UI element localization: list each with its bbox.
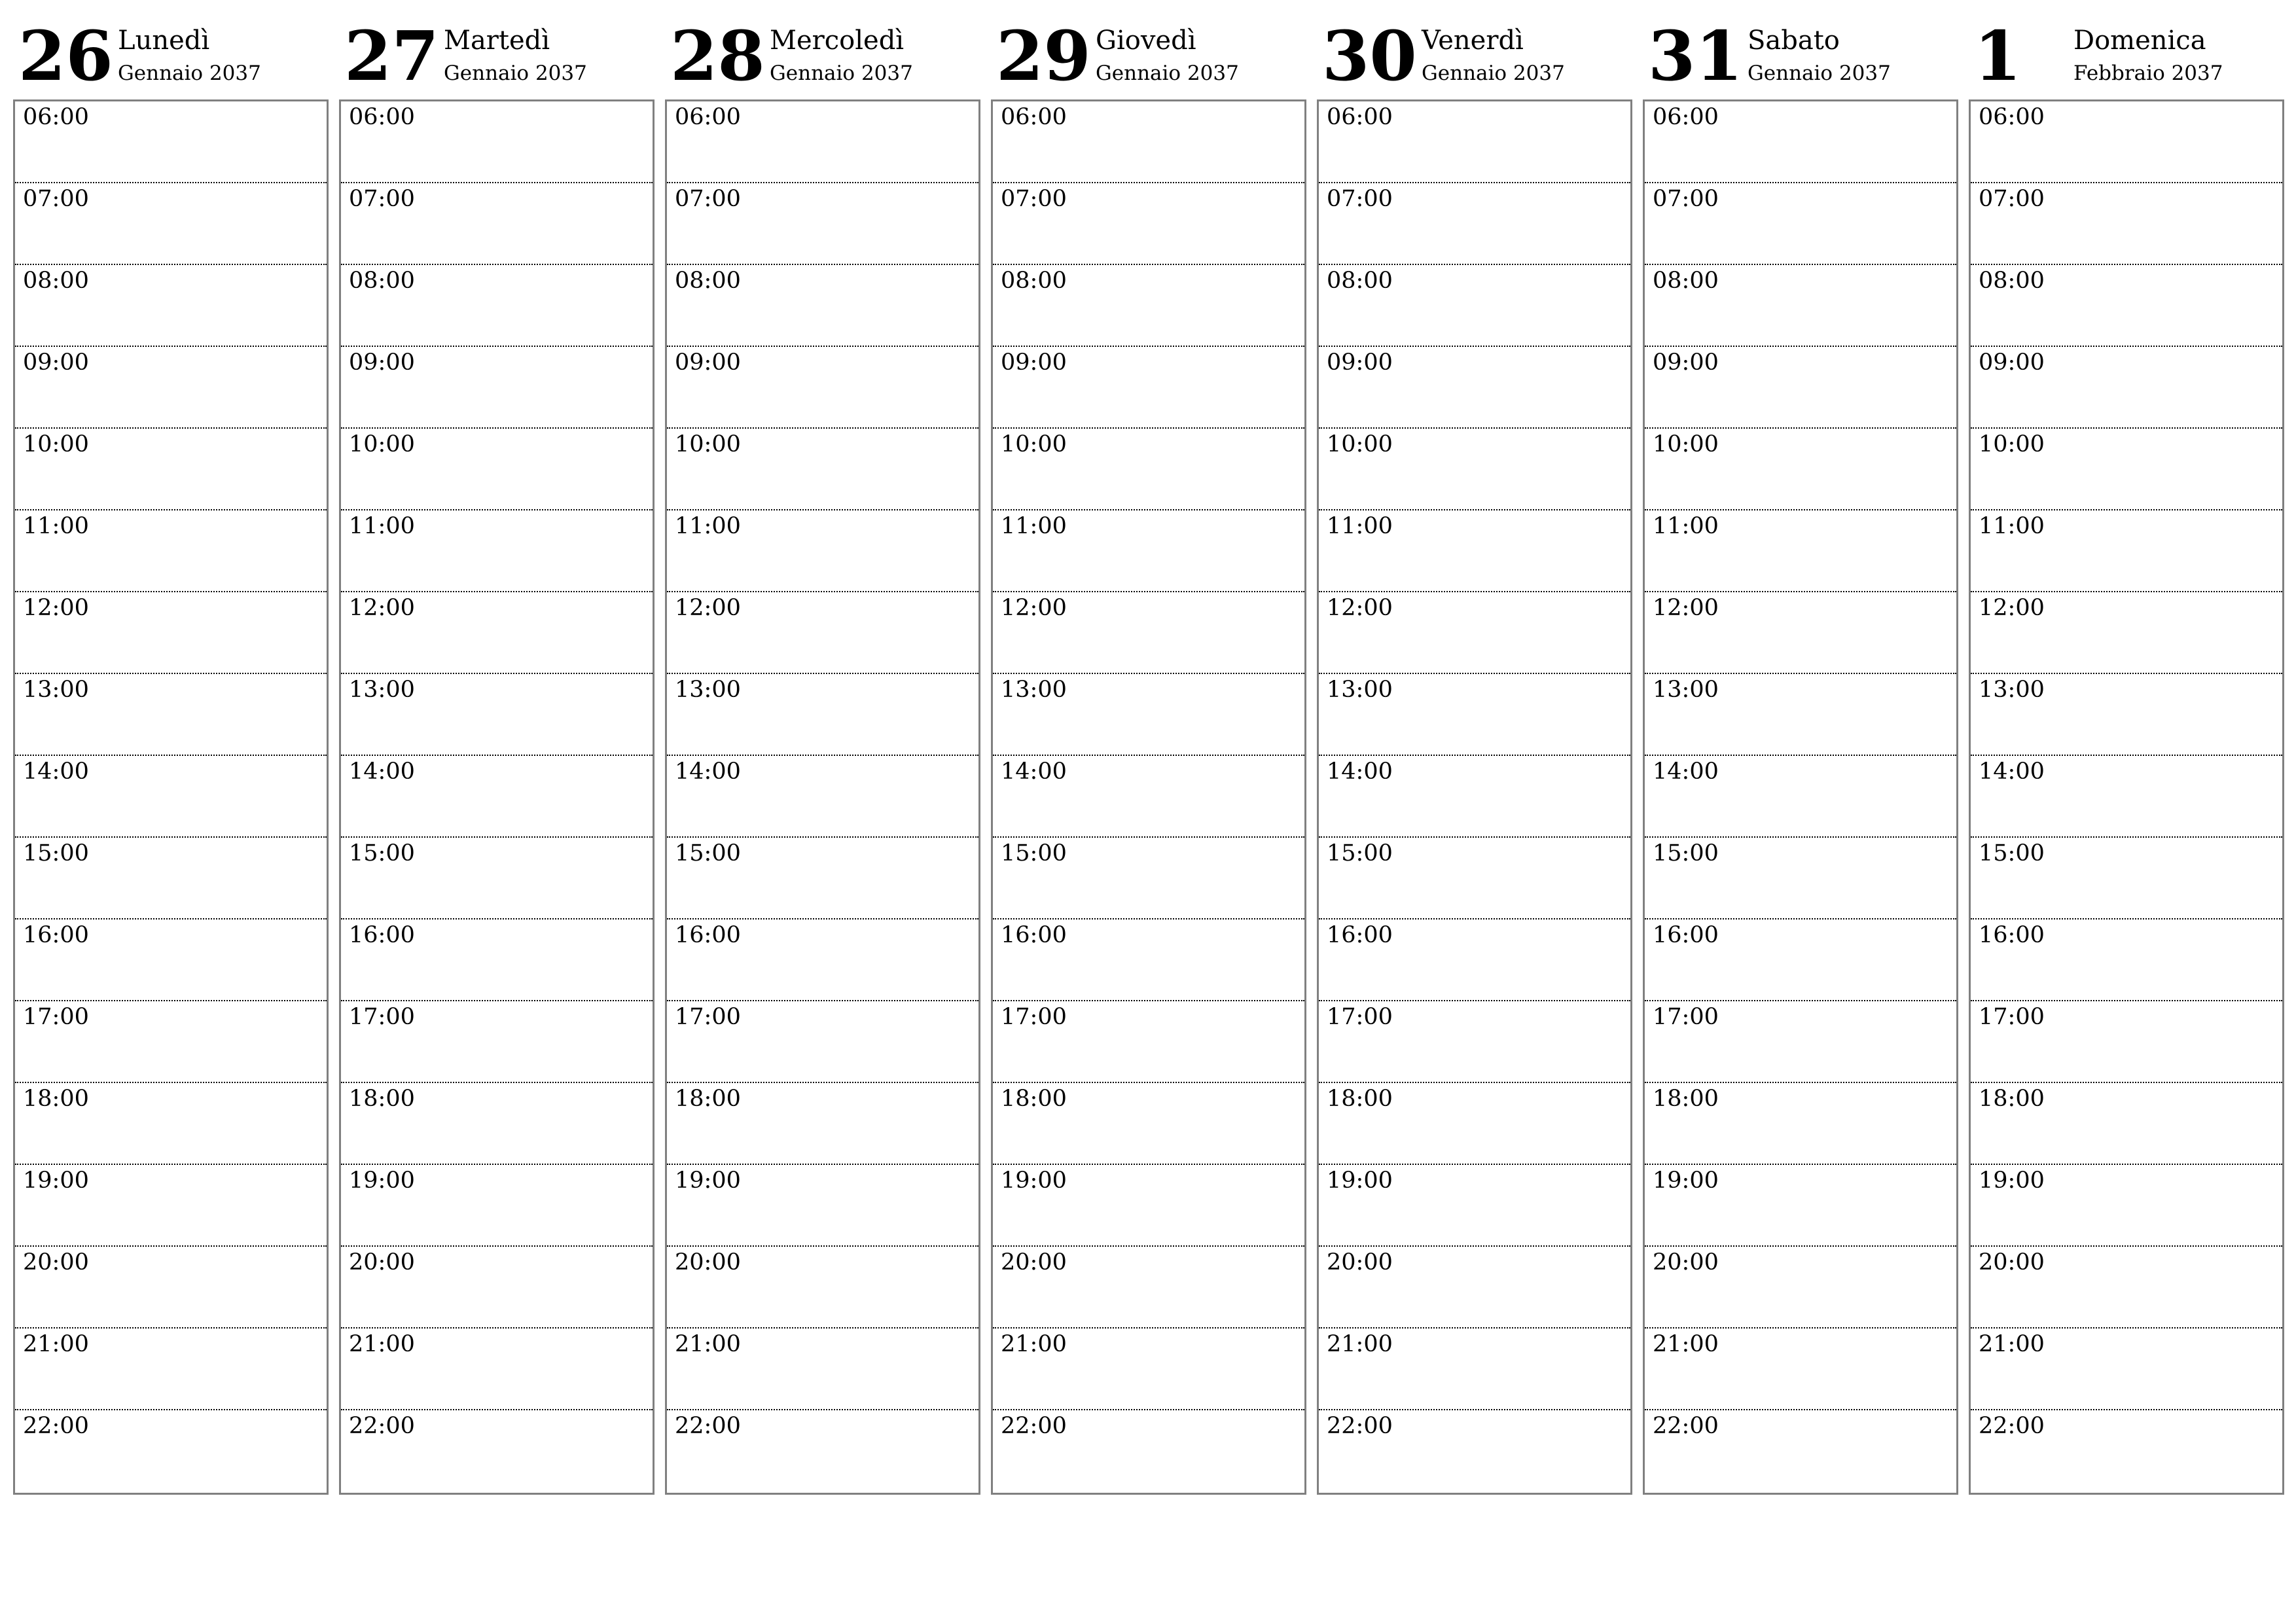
hour-label: 13:00 bbox=[23, 677, 89, 703]
hour-label: 20:00 bbox=[675, 1249, 741, 1275]
hour-label: 07:00 bbox=[1979, 186, 2045, 212]
hour-slot[interactable] bbox=[15, 674, 327, 756]
month-year-label: Gennaio 2037 bbox=[118, 62, 261, 85]
day-header bbox=[991, 16, 1305, 98]
hour-slot[interactable] bbox=[993, 1247, 1304, 1329]
hour-slot[interactable] bbox=[993, 1329, 1304, 1410]
hour-slot[interactable] bbox=[1319, 1001, 1630, 1083]
hour-label: 06:00 bbox=[675, 104, 741, 130]
hour-slot[interactable] bbox=[1971, 1329, 2282, 1410]
hour-slot[interactable] bbox=[667, 510, 978, 592]
hour-slot[interactable] bbox=[1971, 592, 2282, 674]
hour-grid bbox=[339, 99, 655, 1495]
hour-slot[interactable] bbox=[667, 1001, 978, 1083]
day-number: 1 bbox=[1974, 16, 2022, 96]
month-year-label: Febbraio 2037 bbox=[2073, 62, 2223, 85]
hour-slot[interactable] bbox=[1319, 1410, 1630, 1492]
hour-label: 19:00 bbox=[675, 1168, 741, 1194]
hour-slot[interactable] bbox=[15, 1329, 327, 1410]
hour-label: 16:00 bbox=[675, 922, 741, 948]
hour-label: 18:00 bbox=[1327, 1086, 1393, 1112]
hour-slot[interactable] bbox=[1319, 756, 1630, 838]
hour-slot[interactable] bbox=[1971, 510, 2282, 592]
day-number: 26 bbox=[18, 16, 113, 96]
hour-label: 19:00 bbox=[1327, 1168, 1393, 1194]
hour-slot[interactable] bbox=[1319, 510, 1630, 592]
hour-label: 17:00 bbox=[1653, 1004, 1719, 1030]
hour-label: 10:00 bbox=[1001, 431, 1067, 457]
hour-label: 12:00 bbox=[1653, 595, 1719, 621]
hour-grid bbox=[1317, 99, 1632, 1495]
hour-slot[interactable] bbox=[15, 429, 327, 510]
hour-label: 18:00 bbox=[675, 1086, 741, 1112]
hour-label: 20:00 bbox=[1001, 1249, 1067, 1275]
hour-label: 08:00 bbox=[349, 268, 415, 294]
hour-slot[interactable] bbox=[993, 429, 1304, 510]
hour-slot[interactable] bbox=[667, 674, 978, 756]
hour-slot[interactable] bbox=[15, 265, 327, 347]
hour-slot[interactable] bbox=[1319, 101, 1630, 183]
hour-slot[interactable] bbox=[1645, 183, 1956, 265]
hour-label: 10:00 bbox=[1653, 431, 1719, 457]
weekday-label: Martedì bbox=[444, 26, 550, 56]
day-header bbox=[13, 16, 327, 98]
hour-slot[interactable] bbox=[1971, 1247, 2282, 1329]
hour-label: 14:00 bbox=[23, 758, 89, 785]
hour-slot[interactable] bbox=[993, 101, 1304, 183]
hour-slot[interactable] bbox=[1645, 1247, 1956, 1329]
hour-label: 15:00 bbox=[1653, 840, 1719, 866]
hour-slot[interactable] bbox=[667, 1410, 978, 1492]
hour-slot[interactable] bbox=[15, 919, 327, 1001]
hour-label: 11:00 bbox=[1327, 513, 1393, 539]
hour-slot[interactable] bbox=[1971, 919, 2282, 1001]
hour-label: 08:00 bbox=[675, 268, 741, 294]
hour-label: 18:00 bbox=[1653, 1086, 1719, 1112]
weekday-label: Venerdì bbox=[1422, 26, 1524, 56]
hour-label: 21:00 bbox=[1327, 1331, 1393, 1357]
hour-slot[interactable] bbox=[1645, 1410, 1956, 1492]
hour-label: 10:00 bbox=[675, 431, 741, 457]
hour-label: 11:00 bbox=[23, 513, 89, 539]
hour-label: 19:00 bbox=[1653, 1168, 1719, 1194]
hour-slot[interactable] bbox=[1319, 347, 1630, 429]
hour-slot[interactable] bbox=[15, 1001, 327, 1083]
hour-label: 07:00 bbox=[1001, 186, 1067, 212]
hour-label: 14:00 bbox=[1327, 758, 1393, 785]
hour-label: 15:00 bbox=[1979, 840, 2045, 866]
day-number: 29 bbox=[996, 16, 1091, 96]
hour-slot[interactable] bbox=[1971, 1083, 2282, 1165]
hour-slot[interactable] bbox=[993, 183, 1304, 265]
hour-slot[interactable] bbox=[667, 265, 978, 347]
hour-label: 10:00 bbox=[1979, 431, 2045, 457]
hour-label: 18:00 bbox=[23, 1086, 89, 1112]
month-year-label: Gennaio 2037 bbox=[1096, 62, 1239, 85]
hour-label: 12:00 bbox=[675, 595, 741, 621]
hour-slot[interactable] bbox=[993, 347, 1304, 429]
hour-label: 07:00 bbox=[1327, 186, 1393, 212]
hour-label: 09:00 bbox=[349, 349, 415, 376]
hour-label: 12:00 bbox=[23, 595, 89, 621]
hour-slot[interactable] bbox=[1319, 592, 1630, 674]
day-column bbox=[1317, 16, 1631, 1499]
hour-slot[interactable] bbox=[15, 101, 327, 183]
hour-label: 06:00 bbox=[1979, 104, 2045, 130]
hour-label: 08:00 bbox=[1327, 268, 1393, 294]
hour-label: 09:00 bbox=[1001, 349, 1067, 376]
hour-label: 13:00 bbox=[349, 677, 415, 703]
hour-slot[interactable] bbox=[341, 592, 653, 674]
hour-slot[interactable] bbox=[341, 919, 653, 1001]
hour-slot[interactable] bbox=[993, 592, 1304, 674]
hour-slot[interactable] bbox=[1645, 1165, 1956, 1247]
hour-slot[interactable] bbox=[15, 592, 327, 674]
hour-slot[interactable] bbox=[1971, 1001, 2282, 1083]
hour-grid bbox=[1643, 99, 1958, 1495]
hour-label: 16:00 bbox=[1327, 922, 1393, 948]
hour-slot[interactable] bbox=[1971, 674, 2282, 756]
hour-label: 06:00 bbox=[1653, 104, 1719, 130]
hour-label: 10:00 bbox=[23, 431, 89, 457]
hour-slot[interactable] bbox=[1645, 265, 1956, 347]
hour-slot[interactable] bbox=[993, 756, 1304, 838]
hour-grid bbox=[665, 99, 980, 1495]
hour-slot[interactable] bbox=[667, 592, 978, 674]
hour-grid bbox=[991, 99, 1306, 1495]
hour-slot[interactable] bbox=[341, 429, 653, 510]
hour-slot[interactable] bbox=[993, 1001, 1304, 1083]
hour-slot[interactable] bbox=[341, 183, 653, 265]
month-year-label: Gennaio 2037 bbox=[770, 62, 913, 85]
hour-slot[interactable] bbox=[993, 510, 1304, 592]
hour-label: 07:00 bbox=[349, 186, 415, 212]
hour-slot[interactable] bbox=[667, 919, 978, 1001]
hour-slot[interactable] bbox=[15, 838, 327, 919]
hour-label: 09:00 bbox=[23, 349, 89, 376]
hour-slot[interactable] bbox=[667, 1247, 978, 1329]
hour-slot[interactable] bbox=[341, 1001, 653, 1083]
hour-slot[interactable] bbox=[1645, 429, 1956, 510]
hour-slot[interactable] bbox=[667, 1165, 978, 1247]
hour-label: 19:00 bbox=[349, 1168, 415, 1194]
day-number: 27 bbox=[344, 16, 439, 96]
hour-slot[interactable] bbox=[1971, 1165, 2282, 1247]
day-header bbox=[1969, 16, 2283, 98]
hour-slot[interactable] bbox=[1971, 429, 2282, 510]
hour-label: 10:00 bbox=[349, 431, 415, 457]
hour-label: 17:00 bbox=[1979, 1004, 2045, 1030]
hour-slot[interactable] bbox=[1319, 1247, 1630, 1329]
hour-label: 08:00 bbox=[1001, 268, 1067, 294]
hour-slot[interactable] bbox=[993, 1410, 1304, 1492]
hour-label: 06:00 bbox=[1001, 104, 1067, 130]
hour-slot[interactable] bbox=[1319, 674, 1630, 756]
hour-slot[interactable] bbox=[667, 838, 978, 919]
hour-label: 12:00 bbox=[349, 595, 415, 621]
day-column bbox=[13, 16, 327, 1499]
hour-label: 18:00 bbox=[1001, 1086, 1067, 1112]
hour-label: 14:00 bbox=[349, 758, 415, 785]
hour-label: 20:00 bbox=[1979, 1249, 2045, 1275]
hour-slot[interactable] bbox=[993, 1083, 1304, 1165]
hour-slot[interactable] bbox=[341, 1083, 653, 1165]
hour-label: 08:00 bbox=[23, 268, 89, 294]
day-header bbox=[665, 16, 979, 98]
hour-slot[interactable] bbox=[1645, 1083, 1956, 1165]
hour-label: 07:00 bbox=[1653, 186, 1719, 212]
hour-slot[interactable] bbox=[341, 1165, 653, 1247]
hour-label: 17:00 bbox=[1001, 1004, 1067, 1030]
hour-slot[interactable] bbox=[993, 838, 1304, 919]
hour-label: 12:00 bbox=[1001, 595, 1067, 621]
hour-label: 10:00 bbox=[1327, 431, 1393, 457]
day-header bbox=[339, 16, 653, 98]
hour-label: 11:00 bbox=[1979, 513, 2045, 539]
hour-label: 21:00 bbox=[1001, 1331, 1067, 1357]
hour-slot[interactable] bbox=[341, 101, 653, 183]
hour-label: 11:00 bbox=[675, 513, 741, 539]
hour-slot[interactable] bbox=[1971, 101, 2282, 183]
hour-label: 13:00 bbox=[1653, 677, 1719, 703]
weekly-planner bbox=[13, 16, 2283, 1499]
hour-label: 14:00 bbox=[1001, 758, 1067, 785]
hour-label: 07:00 bbox=[675, 186, 741, 212]
hour-label: 12:00 bbox=[1979, 595, 2045, 621]
hour-slot[interactable] bbox=[1971, 183, 2282, 265]
hour-label: 22:00 bbox=[349, 1413, 415, 1439]
hour-label: 11:00 bbox=[1001, 513, 1067, 539]
day-number: 30 bbox=[1322, 16, 1417, 96]
hour-slot[interactable] bbox=[1971, 265, 2282, 347]
hour-slot[interactable] bbox=[1971, 756, 2282, 838]
hour-label: 17:00 bbox=[1327, 1004, 1393, 1030]
hour-slot[interactable] bbox=[1645, 1329, 1956, 1410]
hour-slot[interactable] bbox=[667, 101, 978, 183]
hour-slot[interactable] bbox=[15, 1083, 327, 1165]
weekday-label: Lunedì bbox=[118, 26, 210, 56]
hour-slot[interactable] bbox=[1319, 183, 1630, 265]
hour-slot[interactable] bbox=[667, 347, 978, 429]
hour-label: 06:00 bbox=[23, 104, 89, 130]
hour-label: 09:00 bbox=[1653, 349, 1719, 376]
hour-label: 21:00 bbox=[675, 1331, 741, 1357]
hour-slot[interactable] bbox=[1319, 265, 1630, 347]
hour-label: 19:00 bbox=[1001, 1168, 1067, 1194]
hour-label: 22:00 bbox=[1653, 1413, 1719, 1439]
hour-label: 14:00 bbox=[675, 758, 741, 785]
hour-slot[interactable] bbox=[341, 265, 653, 347]
hour-label: 06:00 bbox=[1327, 104, 1393, 130]
day-column bbox=[1969, 16, 2283, 1499]
hour-label: 15:00 bbox=[675, 840, 741, 866]
hour-slot[interactable] bbox=[1319, 1165, 1630, 1247]
hour-label: 06:00 bbox=[349, 104, 415, 130]
hour-slot[interactable] bbox=[1645, 592, 1956, 674]
hour-slot[interactable] bbox=[341, 1329, 653, 1410]
hour-slot[interactable] bbox=[993, 674, 1304, 756]
hour-label: 09:00 bbox=[1327, 349, 1393, 376]
hour-label: 19:00 bbox=[23, 1168, 89, 1194]
hour-label: 21:00 bbox=[349, 1331, 415, 1357]
hour-slot[interactable] bbox=[1645, 919, 1956, 1001]
day-column bbox=[665, 16, 979, 1499]
hour-label: 22:00 bbox=[23, 1413, 89, 1439]
hour-slot[interactable] bbox=[15, 756, 327, 838]
hour-label: 11:00 bbox=[349, 513, 415, 539]
hour-label: 22:00 bbox=[1001, 1413, 1067, 1439]
hour-label: 14:00 bbox=[1653, 758, 1719, 785]
hour-label: 20:00 bbox=[23, 1249, 89, 1275]
hour-label: 20:00 bbox=[1653, 1249, 1719, 1275]
hour-label: 15:00 bbox=[349, 840, 415, 866]
hour-slot[interactable] bbox=[1319, 1329, 1630, 1410]
hour-label: 09:00 bbox=[1979, 349, 2045, 376]
hour-slot[interactable] bbox=[341, 1247, 653, 1329]
hour-label: 11:00 bbox=[1653, 513, 1719, 539]
day-column bbox=[1643, 16, 1957, 1499]
hour-label: 13:00 bbox=[1979, 677, 2045, 703]
hour-label: 18:00 bbox=[349, 1086, 415, 1112]
hour-slot[interactable] bbox=[993, 919, 1304, 1001]
hour-label: 16:00 bbox=[23, 922, 89, 948]
hour-label: 16:00 bbox=[349, 922, 415, 948]
hour-slot[interactable] bbox=[1645, 756, 1956, 838]
month-year-label: Gennaio 2037 bbox=[1422, 62, 1565, 85]
hour-slot[interactable] bbox=[667, 1083, 978, 1165]
hour-label: 15:00 bbox=[23, 840, 89, 866]
hour-label: 13:00 bbox=[1001, 677, 1067, 703]
hour-label: 17:00 bbox=[675, 1004, 741, 1030]
hour-label: 22:00 bbox=[1979, 1413, 2045, 1439]
hour-slot[interactable] bbox=[667, 1329, 978, 1410]
hour-label: 17:00 bbox=[23, 1004, 89, 1030]
month-year-label: Gennaio 2037 bbox=[1748, 62, 1891, 85]
day-header bbox=[1317, 16, 1631, 98]
hour-label: 08:00 bbox=[1653, 268, 1719, 294]
hour-slot[interactable] bbox=[1971, 1410, 2282, 1492]
hour-label: 16:00 bbox=[1979, 922, 2045, 948]
hour-slot[interactable] bbox=[341, 347, 653, 429]
hour-slot[interactable] bbox=[667, 756, 978, 838]
weekday-label: Giovedì bbox=[1096, 26, 1196, 56]
hour-slot[interactable] bbox=[341, 756, 653, 838]
hour-label: 13:00 bbox=[675, 677, 741, 703]
hour-slot[interactable] bbox=[341, 838, 653, 919]
hour-slot[interactable] bbox=[1645, 101, 1956, 183]
hour-slot[interactable] bbox=[1319, 1083, 1630, 1165]
hour-label: 20:00 bbox=[1327, 1249, 1393, 1275]
day-header bbox=[1643, 16, 1957, 98]
hour-label: 21:00 bbox=[1979, 1331, 2045, 1357]
hour-label: 16:00 bbox=[1653, 922, 1719, 948]
hour-label: 17:00 bbox=[349, 1004, 415, 1030]
hour-label: 18:00 bbox=[1979, 1086, 2045, 1112]
hour-label: 13:00 bbox=[1327, 677, 1393, 703]
hour-grid bbox=[13, 99, 329, 1495]
hour-label: 14:00 bbox=[1979, 758, 2045, 785]
hour-label: 22:00 bbox=[675, 1413, 741, 1439]
weekday-label: Sabato bbox=[1748, 26, 1840, 56]
hour-label: 20:00 bbox=[349, 1249, 415, 1275]
hour-slot[interactable] bbox=[667, 429, 978, 510]
hour-slot[interactable] bbox=[1319, 838, 1630, 919]
hour-label: 22:00 bbox=[1327, 1413, 1393, 1439]
hour-label: 19:00 bbox=[1979, 1168, 2045, 1194]
hour-slot[interactable] bbox=[1645, 838, 1956, 919]
hour-slot[interactable] bbox=[1645, 510, 1956, 592]
hour-slot[interactable] bbox=[15, 1410, 327, 1492]
hour-slot[interactable] bbox=[341, 1410, 653, 1492]
hour-slot[interactable] bbox=[341, 674, 653, 756]
weekday-label: Domenica bbox=[2073, 26, 2206, 56]
hour-slot[interactable] bbox=[15, 1165, 327, 1247]
hour-slot[interactable] bbox=[1319, 919, 1630, 1001]
hour-label: 09:00 bbox=[675, 349, 741, 376]
hour-label: 07:00 bbox=[23, 186, 89, 212]
hour-slot[interactable] bbox=[341, 510, 653, 592]
hour-label: 15:00 bbox=[1327, 840, 1393, 866]
weekday-label: Mercoledì bbox=[770, 26, 905, 56]
hour-label: 21:00 bbox=[1653, 1331, 1719, 1357]
hour-slot[interactable] bbox=[1319, 429, 1630, 510]
hour-slot[interactable] bbox=[15, 183, 327, 265]
hour-slot[interactable] bbox=[1971, 347, 2282, 429]
hour-slot[interactable] bbox=[993, 1165, 1304, 1247]
day-number: 31 bbox=[1648, 16, 1743, 96]
month-year-label: Gennaio 2037 bbox=[444, 62, 587, 85]
hour-slot[interactable] bbox=[993, 265, 1304, 347]
hour-label: 16:00 bbox=[1001, 922, 1067, 948]
hour-label: 21:00 bbox=[23, 1331, 89, 1357]
hour-slot[interactable] bbox=[1971, 838, 2282, 919]
hour-label: 15:00 bbox=[1001, 840, 1067, 866]
hour-label: 12:00 bbox=[1327, 595, 1393, 621]
day-column bbox=[991, 16, 1305, 1499]
hour-slot[interactable] bbox=[667, 183, 978, 265]
hour-slot[interactable] bbox=[1645, 347, 1956, 429]
hour-slot[interactable] bbox=[15, 347, 327, 429]
hour-grid bbox=[1969, 99, 2284, 1495]
day-column bbox=[339, 16, 653, 1499]
hour-slot[interactable] bbox=[1645, 674, 1956, 756]
hour-slot[interactable] bbox=[1645, 1001, 1956, 1083]
hour-slot[interactable] bbox=[15, 1247, 327, 1329]
hour-label: 08:00 bbox=[1979, 268, 2045, 294]
day-number: 28 bbox=[670, 16, 765, 96]
hour-slot[interactable] bbox=[15, 510, 327, 592]
